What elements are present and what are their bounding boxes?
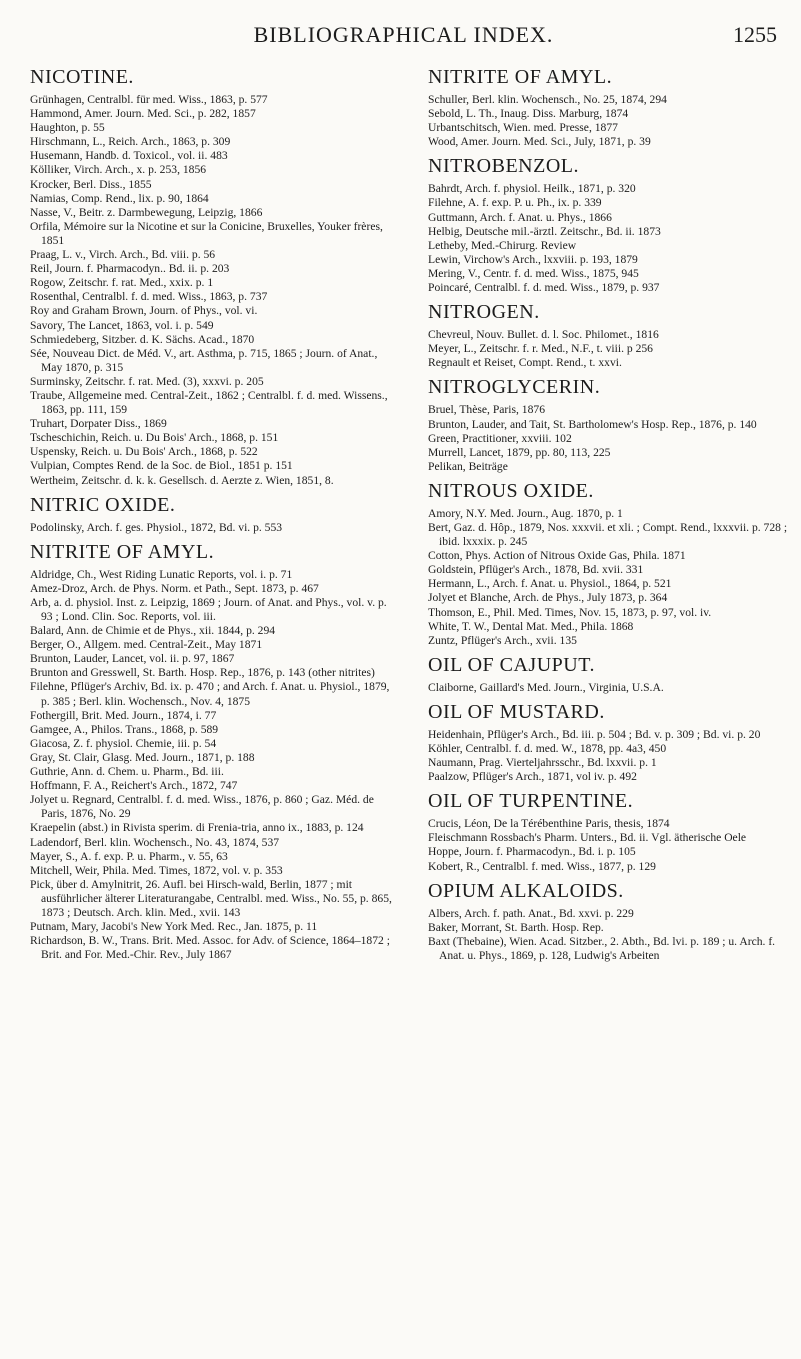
bibliography-entry: White, T. W., Dental Mat. Med., Phila. 1868 [428,619,634,633]
bibliography-entry: Ladendorf, Berl. klin. Wochensch., No. 43, 1874, 537 [30,835,280,849]
bibliography-entry: Letheby, Med.-Chirurg. Review [428,238,577,252]
bibliography-entry: Bahrdt, Arch. f. physiol. Heilk., 1871, p. 320 [428,182,636,196]
bibliography-entry: Schmiedeberg, Sitzber. d. K. Sächs. Acad., 1870 [30,332,255,346]
bibliography-entry: Hoppe, Journ. f. Pharmacodyn., Bd. i. p. 105 [428,845,636,859]
bibliography-entry: Hermann, L., Arch. f. Anat. u. Physiol., 1864, p. 521 [428,577,672,591]
bibliography-entry: Brunton and Gresswell, St. Barth. Hosp. Rep., 1876, p. 143 (other nitrites) [30,666,375,680]
bibliography-entry: Mering, V., Centr. f. d. med. Wiss., 1875, 945 [428,266,639,280]
bibliography-entry: Cotton, Phys. Action of Nitrous Oxide Gas, Phila. 1871 [428,549,686,563]
bibliography-entry: Hammond, Amer. Journ. Med. Sci., p. 282, 1857 [30,107,256,121]
section-heading: OIL OF MUSTARD. [428,700,605,723]
bibliography-entry: Podolinsky, Arch. f. ges. Physiol., 1872, Bd. vi. p. 553 [30,520,283,534]
bibliography-entry: Wood, Amer. Journ. Med. Sci., July, 1871, p. 39 [428,135,651,149]
bibliography-entry: Putnam, Mary, Jacobi's New York Med. Rec., Jan. 1875, p. 11 [30,920,318,934]
bibliography-entry: Kölliker, Virch. Arch., x. p. 253, 1856 [30,163,207,177]
index-section-nitrogen [428,301,790,370]
bibliography-entry: Krocker, Berl. Diss., 1855 [30,177,152,191]
bibliography-entry: Hirschmann, L., Reich. Arch., 1863, p. 309 [30,135,231,149]
bibliography-entry: Zuntz, Pflüger's Arch., xvii. 135 [428,633,577,647]
bibliography-entry: Berger, O., Allgem. med. Central-Zeit., May 1871 [30,638,263,652]
bibliography-entry: Fothergill, Brit. Med. Journ., 1874, i. 77 [30,708,217,722]
bibliography-entry: Guthrie, Ann. d. Chem. u. Pharm., Bd. iii. [30,765,224,779]
bibliography-entry: Thomson, E., Phil. Med. Times, Nov. 15, 1873, p. 97, vol. iv. [428,605,712,619]
entry-list [428,182,790,295]
section-heading: NITRITE OF AMYL. [30,540,215,563]
bibliography-entry: Schuller, Berl. klin. Wochensch., No. 25, 1874, 294 [428,93,667,106]
bibliography-entry: Guttmann, Arch. f. Anat. u. Phys., 1866 [428,210,612,224]
bibliography-entry: Mayer, S., A. f. exp. P. u. Pharm., v. 55, 63 [30,849,228,863]
index-section-nicotine [30,66,395,488]
bibliography-entry: Gray, St. Clair, Glasg. Med. Journ., 1871, p. 188 [30,750,255,764]
entry-list [30,568,395,963]
index-columns [30,66,790,967]
bibliography-entry: Filehne, A. f. exp. P. u. Ph., ix. p. 339 [428,196,602,210]
bibliography-entry: Baker, Morrant, St. Barth. Hosp. Rep. [428,920,604,934]
entry-list [30,521,395,535]
bibliography-entry: Green, Practitioner, xxviii. 102 [428,431,572,445]
index-section-nitrite-of-amyl [30,541,395,963]
section-heading: NITROUS OXIDE. [428,479,594,502]
bibliography-entry: Praag, L. v., Virch. Arch., Bd. viii. p. 56 [30,248,216,262]
entry-list [428,328,790,370]
running-title: BIBLIOGRAPHICAL INDEX. [253,22,554,47]
bibliography-entry: Heidenhain, Pflüger's Arch., Bd. iii. p. 504 ; Bd. v. p. 309 ; Bd. vi. p. 20 [428,727,761,741]
section-heading: NICOTINE. [30,66,134,88]
index-section-oil-of-turpentine [428,790,790,873]
entry-list [30,93,395,488]
index-section-nitrobenzol [428,155,790,295]
bibliography-entry: Tscheschichin, Reich. u. Du Bois' Arch., 1868, p. 151 [30,431,279,445]
bibliography-entry: Brunton, Lauder, Lancet, vol. ii. p. 97, 1867 [30,652,235,666]
bibliography-entry: Roy and Graham Brown, Journ. of Phys., vol. vi. [30,304,258,318]
bibliography-entry: Savory, The Lancet, 1863, vol. i. p. 549 [30,318,214,332]
bibliography-entry: Jolyet u. Regnard, Centralbl. f. d. med. Wiss., 1876, p. 860 ; Gaz. Méd. de Paris, 1876, No. 29 [30,793,374,821]
bibliography-entry: Baxt (Thebaine), Wien. Acad. Sitzber., 2. Abth., Bd. lvi. p. 189 ; u. Arch. f. Anat. u. Phys., 1869, p. 128, Ludwig's Arbeiten [428,934,776,962]
section-heading: OPIUM ALKALOIDS. [428,879,624,902]
bibliography-entry: Crucis, Léon, De la Térébenthine Paris, thesis, 1874 [428,817,670,831]
bibliography-entry: Sebold, L. Th., Inaug. Diss. Marburg, 1874 [428,107,629,121]
right-column [428,66,790,967]
bibliography-entry: Amory, N.Y. Med. Journ., Aug. 1870, p. 1 [428,506,623,520]
section-heading: OIL OF TURPENTINE. [428,790,634,813]
bibliography-entry: Gamgee, A., Philos. Trans., 1868, p. 589 [30,722,219,736]
bibliography-entry: Uspensky, Reich. u. Du Bois' Arch., 1868, p. 522 [30,445,258,459]
bibliography-entry: Surminsky, Zeitschr. f. rat. Med. (3), xxxvi. p. 205 [30,374,264,388]
entry-list [428,681,790,695]
bibliography-entry: Haughton, p. 55 [30,121,105,135]
bibliography-entry: Rogow, Zeitschr. f. rat. Med., xxix. p. 1 [30,276,214,290]
bibliography-entry: Goldstein, Pflüger's Arch., 1878, Bd. xvii. 331 [428,563,644,577]
index-section-nitric-oxide [30,494,395,535]
section-heading: NITROBENZOL. [428,155,579,178]
bibliography-entry: Bert, Gaz. d. Hôp., 1879, Nos. xxxvii. et xli. ; Compt. Rend., lxxxvii. p. 728 ; ibid. lxxxix. p. 245 [428,520,788,549]
bibliography-entry: Grünhagen, Centralbl. für med. Wiss., 1863, p. 577 [30,93,268,106]
section-heading: NITRITE OF AMYL. [428,66,613,88]
bibliography-entry: Claiborne, Gaillard's Med. Journ., Virginia, U.S.A. [428,680,664,694]
entry-list [428,403,790,473]
bibliography-entry: Aldridge, Ch., West Riding Lunatic Reports, vol. i. p. 71 [30,567,293,581]
bibliography-entry: Pick, über d. Amylnitrit, 26. Aufl. bei Hirsch-wald, Berlin, 1877 ; mit ausführlicher älterer Literaturangabe, Centralbl. med. Wiss., No. 55, p. 865, 1873 ; Deutsch. Arch. klin. Med., xvii. 143 [30,877,392,919]
bibliography-entry: Mitchell, Weir, Phila. Med. Times, 1872, vol. v. p. 353 [30,863,283,877]
bibliography-entry: Wertheim, Zeitschr. d. k. k. Gesellsch. d. Aerzte z. Wien, 1851, 8. [30,473,334,487]
bibliography-entry: Regnault et Reiset, Compt. Rend., t. xxvi. [428,356,622,370]
bibliography-entry: Arb, a. d. physiol. Inst. z. Leipzig, 1869 ; Journ. of Anat. and Phys., vol. v. p. 93 ; Lond. Clin. Soc. Reports, vol. iii. [30,595,387,623]
index-section-nitrous-oxide [428,480,790,648]
section-heading: NITROGEN. [428,301,540,324]
entry-list [428,93,790,149]
entry-list [428,907,790,963]
page-number: 1255 [733,22,777,47]
bibliography-entry: Paalzow, Pflüger's Arch., 1871, vol iv. p. 492 [428,770,637,784]
index-section-opium-alkaloids [428,880,790,963]
index-section-oil-of-cajuput [428,654,790,695]
section-heading: NITROGLYCERIN. [428,376,601,399]
bibliography-entry: Giacosa, Z. f. physiol. Chemie, iii. p. 54 [30,736,217,750]
bibliography-entry: Orfila, Mémoire sur la Nicotine et sur la Conicine, Bruxelles, Youker frères, 1851 [30,219,383,247]
bibliography-entry: Murrell, Lancet, 1879, pp. 80, 113, 225 [428,445,611,459]
bibliography-entry: Namias, Comp. Rend., lix. p. 90, 1864 [30,191,209,205]
left-column [30,66,395,967]
index-section-nitrite-of-amyl [428,66,790,149]
bibliography-entry: Balard, Ann. de Chimie et de Phys., xii. 1844, p. 294 [30,624,276,638]
bibliography-entry: Reil, Journ. f. Pharmacodyn.. Bd. ii. p. 203 [30,262,230,276]
entry-list [428,817,790,873]
index-section-nitroglycerin [428,376,790,473]
bibliography-entry: Nasse, V., Beitr. z. Darmbewegung, Leipzig, 1866 [30,205,263,219]
bibliography-entry: Lewin, Virchow's Arch., lxxviii. p. 193, 1879 [428,252,638,266]
bibliography-entry: Vulpian, Comptes Rend. de la Soc. de Biol., 1851 p. 151 [30,459,293,473]
bibliography-entry: Helbig, Deutsche mil.-ärztl. Zeitschr., Bd. ii. 1873 [428,224,661,238]
bibliography-entry: Fleischmann Rossbach's Pharm. Unters., Bd. ii. Vgl. ätherische Oele [428,831,747,845]
bibliography-entry: Kobert, R., Centralbl. f. med. Wiss., 1877, p. 129 [428,859,656,873]
bibliography-entry: Köhler, Centralbl. f. d. med. W., 1878, pp. 4a3, 450 [428,742,667,755]
section-heading: NITRIC OXIDE. [30,493,176,516]
bibliography-entry: Urbantschitsch, Wien. med. Presse, 1877 [428,121,618,135]
bibliography-entry: Richardson, B. W., Trans. Brit. Med. Assoc. for Adv. of Science, 1864–1872 ; Brit. and For. Med.-Chir. Rev., July 1867 [30,934,390,962]
section-heading: OIL OF CAJUPUT. [428,653,595,676]
bibliography-entry: Rosenthal, Centralbl. f. d. med. Wiss., 1863, p. 737 [30,290,268,304]
bibliography-entry: Husemann, Handb. d. Toxicol., vol. ii. 483 [30,149,228,163]
index-section-oil-of-mustard [428,701,790,784]
bibliography-entry: Jolyet et Blanche, Arch. de Phys., July 1873, p. 364 [428,591,668,605]
bibliography-entry: Pelikan, Beiträge [428,459,508,473]
page-header [30,22,777,48]
bibliography-entry: Albers, Arch. f. path. Anat., Bd. xxvi. p. 229 [428,906,634,920]
bibliography-entry: Meyer, L., Zeitschr. f. r. Med., N.F., t. viii. p 256 [428,342,653,356]
bibliography-entry: Truhart, Dorpater Diss., 1869 [30,417,167,431]
bibliography-entry: Kraepelin (abst.) in Rivista sperim. di Frenia-tria, anno ix., 1883, p. 124 [30,821,364,835]
bibliography-entry: Traube, Allgemeine med. Central-Zeit., 1862 ; Centralbl. f. d. med. Wissens., 1863, pp. 111, 159 [30,388,388,417]
bibliography-entry: Filehne, Pflüger's Archiv, Bd. ix. p. 470 ; and Arch. f. Anat. u. Physiol., 1879, p. 385 ; Berl. klin. Wochensch., Nov. 4, 1875 [30,680,390,708]
bibliography-entry: Amez-Droz, Arch. de Phys. Norm. et Path., Sept. 1873, p. 467 [30,581,319,595]
bibliography-entry: Sée, Nouveau Dict. de Méd. V., art. Asthma, p. 715, 1865 ; Journ. of Anat., May 1870, p. 315 [30,346,378,374]
bibliography-entry: Naumann, Prag. Vierteljahrsschr., Bd. lxxvii. p. 1 [428,756,657,770]
bibliography-entry: Hoffmann, F. A., Reichert's Arch., 1872, 747 [30,779,238,793]
bibliography-entry: Bruel, Thèse, Paris, 1876 [428,403,545,417]
bibliography-entry: Chevreul, Nouv. Bullet. d. l. Soc. Philomet., 1816 [428,328,659,342]
bibliography-entry: Poincaré, Centralbl. f. d. med. Wiss., 1879, p. 937 [428,281,660,295]
entry-list [428,728,790,784]
entry-list [428,507,790,648]
bibliography-entry: Brunton, Lauder, and Tait, St. Bartholomew's Hosp. Rep., 1876, p. 140 [428,417,757,431]
